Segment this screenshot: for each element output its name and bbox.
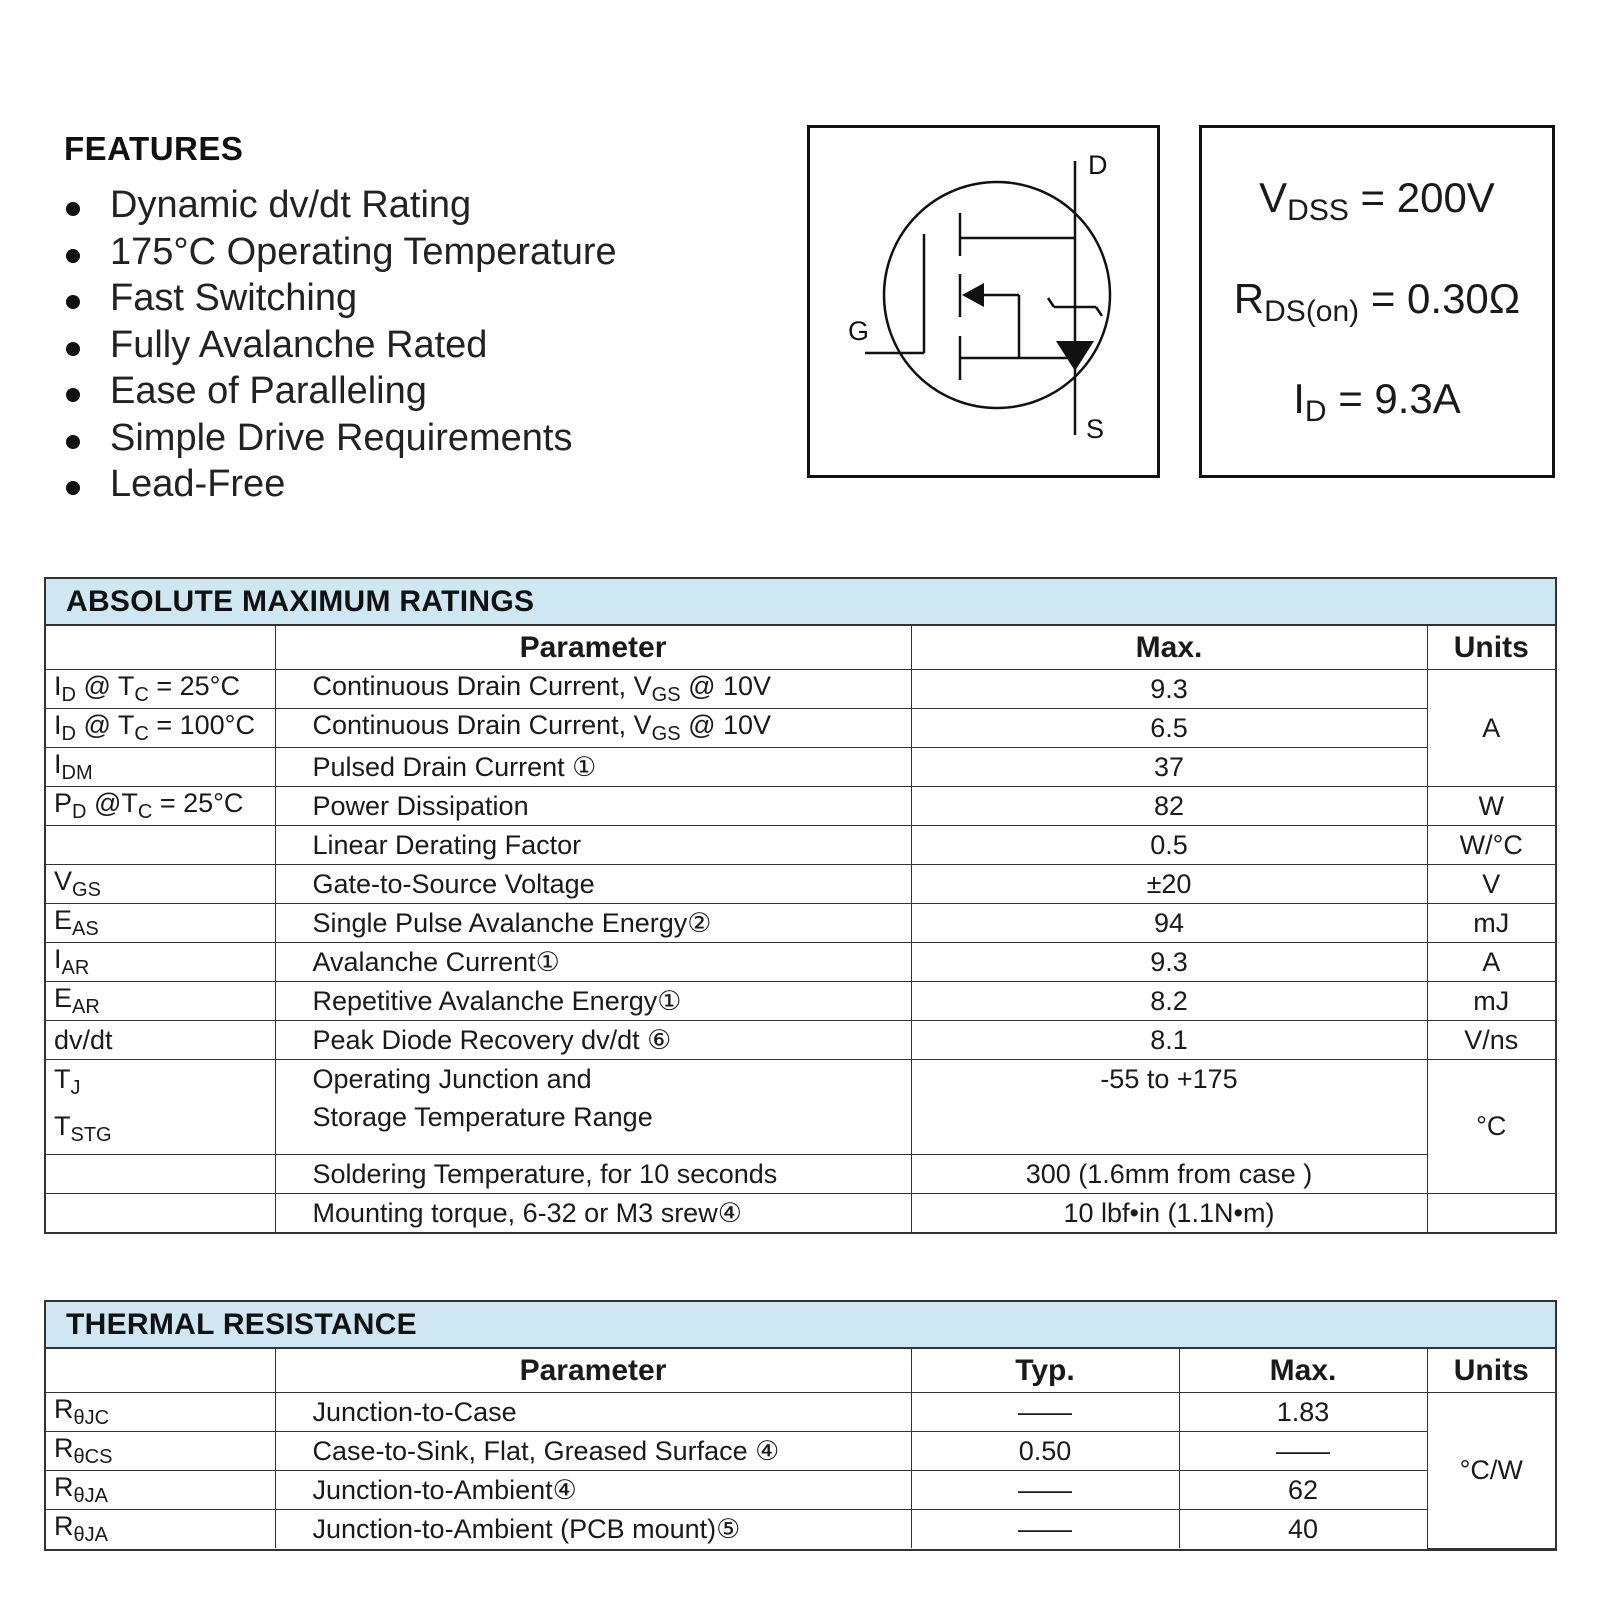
- symbol-cell: $I_D$ @ $T_C = 100^\circ C$: [46, 709, 275, 748]
- key-specs-box: [1199, 125, 1555, 478]
- symbol-cell: dv/dt: [46, 1021, 275, 1060]
- max-cell: 9.3: [911, 670, 1427, 709]
- symbol-cell: $I_D$ @ $T_C = 25^\circ C$: [46, 670, 275, 709]
- units-cell: W/°C: [1427, 826, 1555, 865]
- max-cell: 1.83: [1179, 1393, 1427, 1432]
- header-typ: Typ.: [911, 1349, 1179, 1393]
- symbol-cell: [46, 1155, 275, 1194]
- max-cell: 9.3: [911, 943, 1427, 982]
- table-row: [46, 904, 1555, 943]
- table-row: [46, 709, 1555, 748]
- table-row: [46, 1471, 1555, 1510]
- symbol-cell: $R_{\theta JC}$: [46, 1393, 275, 1432]
- symbol-cell: $P_D$ $@T_C = 25^\circ C$: [46, 787, 275, 826]
- parameter-cell: Junction-to-Ambient (PCB mount)⑤: [275, 1510, 911, 1549]
- typ-cell: ——: [911, 1393, 1179, 1432]
- table-row: [46, 982, 1555, 1021]
- spec-rds-on: $R_{DS(on)} = 0.30\Omega$: [1233, 275, 1521, 328]
- table-row: [46, 1021, 1555, 1060]
- abs-max-title: ABSOLUTE MAXIMUM RATINGS: [46, 579, 1555, 626]
- max-cell: 62: [1179, 1471, 1427, 1510]
- feature-item: Lead-Free: [64, 461, 744, 508]
- max-cell: -55 to +175: [911, 1060, 1427, 1155]
- units-cell: W: [1427, 787, 1555, 826]
- parameter-cell: Case-to-Sink, Flat, Greased Surface ④: [275, 1432, 911, 1471]
- max-cell: 82: [911, 787, 1427, 826]
- units-cell: V: [1427, 865, 1555, 904]
- feature-item: Fully Avalanche Rated: [64, 322, 744, 369]
- units-cell: [1427, 1194, 1555, 1233]
- gate-label: G: [848, 316, 870, 346]
- table-row: [46, 1194, 1555, 1233]
- symbol-cell: $E_{AS}$: [46, 904, 275, 943]
- table-row: [46, 1510, 1555, 1549]
- table-row: [46, 1432, 1555, 1471]
- spec-vdss: $V_{DSS} = 200V$: [1259, 174, 1495, 227]
- table-row: [46, 826, 1555, 865]
- drain-label: D: [1088, 150, 1108, 180]
- absolute-max-ratings-table: [44, 577, 1557, 1234]
- symbol-cell: $R_{\theta JA}$: [46, 1510, 275, 1549]
- units-cell: °C: [1427, 1060, 1555, 1194]
- source-label: S: [1086, 414, 1105, 444]
- thermal-grid: [46, 1349, 1555, 1549]
- max-cell: 300 (1.6mm from case ): [911, 1155, 1427, 1194]
- features-title: FEATURES: [64, 130, 244, 167]
- symbol-cell: $R_{\theta CS}$: [46, 1432, 275, 1471]
- parameter-cell: Pulsed Drain Current ①: [275, 748, 911, 787]
- units-cell: mJ: [1427, 982, 1555, 1021]
- table-header-row: [46, 1349, 1555, 1393]
- table-header-row: [46, 626, 1555, 670]
- parameter-cell: Mounting torque, 6-32 or M3 srew④: [275, 1194, 911, 1233]
- typ-cell: ——: [911, 1471, 1179, 1510]
- max-cell: 8.2: [911, 982, 1427, 1021]
- symbol-cell: [46, 1194, 275, 1233]
- symbol-cell: [46, 826, 275, 865]
- spec-id: $I_D = 9.3A$: [1293, 375, 1461, 428]
- max-cell: ±20: [911, 865, 1427, 904]
- table-row: [46, 670, 1555, 709]
- features-list: [64, 182, 744, 508]
- parameter-cell: Junction-to-Case: [275, 1393, 911, 1432]
- units-cell: V/ns: [1427, 1021, 1555, 1060]
- feature-item: Fast Switching: [64, 275, 744, 322]
- table-row: [46, 865, 1555, 904]
- parameter-cell: Linear Derating Factor: [275, 826, 911, 865]
- max-cell: 10 lbf•in (1.1N•m): [911, 1194, 1427, 1233]
- parameter-cell: Continuous Drain Current, $V_{GS}$ @ 10V: [275, 670, 911, 709]
- feature-item: 175°C Operating Temperature: [64, 229, 744, 276]
- feature-item: Simple Drive Requirements: [64, 415, 744, 462]
- abs-max-grid: [46, 626, 1555, 1232]
- max-cell: 94: [911, 904, 1427, 943]
- parameter-cell: Continuous Drain Current, $V_{GS}$ @ 10V: [275, 709, 911, 748]
- parameter-cell: Single Pulse Avalanche Energy②: [275, 904, 911, 943]
- symbol-cell: $R_{\theta JA}$: [46, 1471, 275, 1510]
- table-row: [46, 748, 1555, 787]
- thermal-resistance-table: [44, 1300, 1557, 1551]
- typ-cell: ——: [911, 1510, 1179, 1549]
- table-row: [46, 1155, 1555, 1194]
- max-cell: 0.5: [911, 826, 1427, 865]
- header-units: Units: [1427, 1349, 1555, 1393]
- table-row: [46, 787, 1555, 826]
- feature-item: Dynamic dv/dt Rating: [64, 182, 744, 229]
- feature-item: Ease of Paralleling: [64, 368, 744, 415]
- max-cell: 40: [1179, 1510, 1427, 1549]
- table-row: [46, 1393, 1555, 1432]
- header-max: Max.: [911, 626, 1427, 670]
- header-parameter: Parameter: [275, 626, 911, 670]
- symbol-cell: $V_{GS}$: [46, 865, 275, 904]
- header-units: Units: [1427, 626, 1555, 670]
- symbol-cell: $E_{AR}$: [46, 982, 275, 1021]
- parameter-cell: Peak Diode Recovery dv/dt ⑥: [275, 1021, 911, 1060]
- max-cell: 6.5: [911, 709, 1427, 748]
- max-cell: 8.1: [911, 1021, 1427, 1060]
- typ-cell: 0.50: [911, 1432, 1179, 1471]
- mosfet-symbol-icon: [810, 128, 1157, 475]
- parameter-cell: Avalanche Current①: [275, 943, 911, 982]
- thermal-title: THERMAL RESISTANCE: [46, 1302, 1555, 1349]
- symbol-cell: $I_{AR}$: [46, 943, 275, 982]
- parameter-cell: Power Dissipation: [275, 787, 911, 826]
- table-row: [46, 943, 1555, 982]
- parameter-cell: Gate-to-Source Voltage: [275, 865, 911, 904]
- header-parameter: Parameter: [275, 1349, 911, 1393]
- parameter-cell: Operating Junction and Storage Temperature Range: [275, 1060, 911, 1155]
- table-row: [46, 1060, 1555, 1155]
- units-cell: °C/W: [1427, 1393, 1555, 1549]
- parameter-cell: Repetitive Avalanche Energy①: [275, 982, 911, 1021]
- max-cell: ——: [1179, 1432, 1427, 1471]
- header-max: Max.: [1179, 1349, 1427, 1393]
- units-cell: A: [1427, 670, 1555, 787]
- units-cell: mJ: [1427, 904, 1555, 943]
- symbol-cell: $I_{DM}$: [46, 748, 275, 787]
- header-symbol: [46, 626, 275, 670]
- symbol-cell: $T_J$ $T_{STG}$: [46, 1060, 275, 1155]
- units-cell: A: [1427, 943, 1555, 982]
- mosfet-symbol-box: [807, 125, 1160, 478]
- features-section: [64, 130, 744, 508]
- parameter-cell: Soldering Temperature, for 10 seconds: [275, 1155, 911, 1194]
- header-symbol: [46, 1349, 275, 1393]
- parameter-cell: Junction-to-Ambient④: [275, 1471, 911, 1510]
- max-cell: 37: [911, 748, 1427, 787]
